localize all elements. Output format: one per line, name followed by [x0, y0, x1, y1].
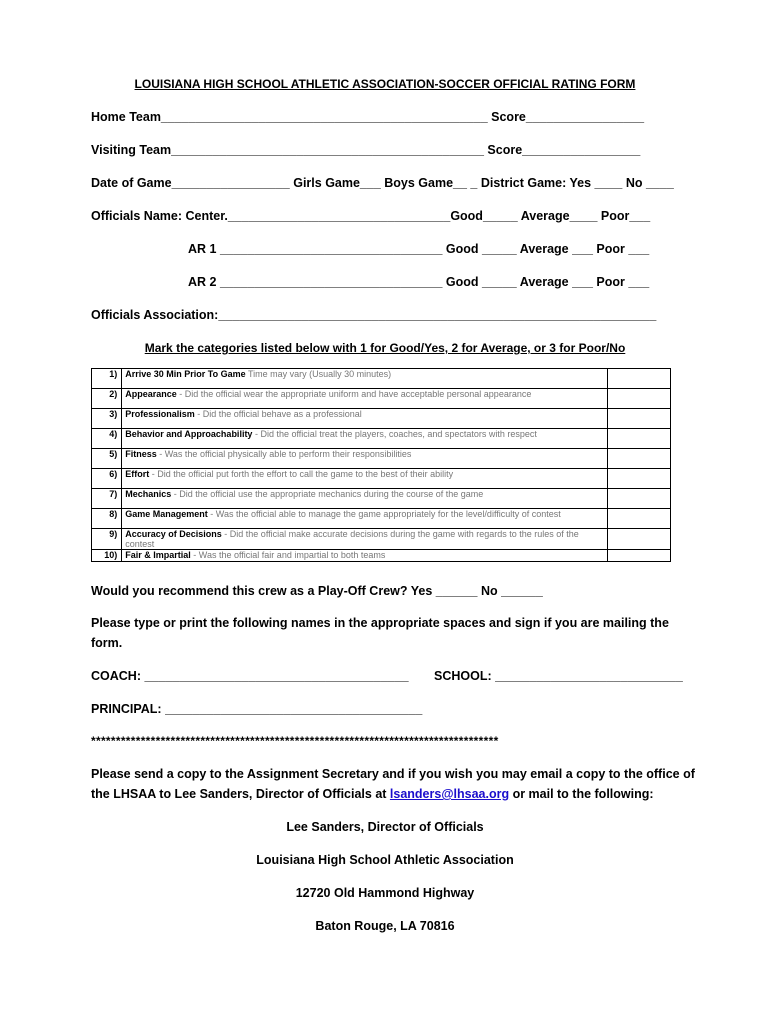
category-number: 8)	[92, 509, 122, 529]
rating-cell[interactable]	[608, 429, 671, 449]
coach-line[interactable]: COACH: ______________________________________	[91, 669, 409, 683]
category-number: 7)	[92, 489, 122, 509]
category-name: Mechanics	[125, 489, 172, 499]
category-number: 6)	[92, 469, 122, 489]
category-detail: - Was the official able to manage the game appropriately for the level/difficulty of contest	[207, 509, 561, 519]
rating-cell[interactable]	[608, 449, 671, 469]
rating-cell[interactable]	[608, 529, 671, 550]
category-detail: - Did the official make accurate decisions during the game with regards to the rules of the contest	[125, 529, 579, 549]
category-detail: - Did the official wear the appropriate uniform and have acceptable personal appearance	[176, 389, 532, 399]
category-name: Effort	[125, 469, 150, 479]
category-row	[92, 409, 671, 429]
category-detail: Time may vary (Usually 30 minutes)	[245, 369, 392, 379]
visiting-team-line[interactable]: Visiting Team_____________________________________________ Score_________________	[91, 143, 641, 157]
officials-center-line[interactable]: Officials Name: Center.________________________________Good_____ Average____ Poor___	[91, 209, 651, 223]
category-number: 10)	[92, 550, 122, 562]
category-description	[122, 489, 608, 509]
category-detail: - Was the official fair and impartial to both teams	[190, 550, 386, 560]
category-number: 2)	[92, 389, 122, 409]
category-detail: - Was the official physically able to perform their responsibilities	[156, 449, 412, 459]
category-detail: - Did the official behave as a professional	[194, 409, 362, 419]
category-number: 1)	[92, 369, 122, 389]
rating-cell[interactable]	[608, 389, 671, 409]
category-description	[122, 389, 608, 409]
rating-cell[interactable]	[608, 489, 671, 509]
address-org: Louisiana High School Athletic Association	[256, 853, 514, 867]
separator-stars: **********************************************************************************	[91, 734, 499, 748]
ar2-line[interactable]: AR 2 ________________________________ Good _____ Average ___ Poor ___	[188, 275, 650, 289]
playoff-question[interactable]: Would you recommend this crew as a Play-Off Crew? Yes ______ No ______	[91, 584, 543, 598]
category-name: Behavior and Approachability	[125, 429, 253, 439]
email-link[interactable]: lsanders@lhsaa.org	[389, 787, 510, 801]
category-description	[122, 509, 608, 529]
category-name: Arrive 30 Min Prior To Game	[125, 369, 246, 379]
category-description	[122, 449, 608, 469]
category-name: Fitness	[125, 449, 157, 459]
form-title: LOUISIANA HIGH SCHOOL ATHLETIC ASSOCIATION-SOCCER OFFICIAL RATING FORM	[134, 77, 636, 91]
send-text-2a: the LHSAA to Lee Sanders, Director of Officials at	[91, 787, 390, 801]
category-row	[92, 529, 671, 550]
address-name: Lee Sanders, Director of Officials	[286, 820, 484, 834]
category-name: Accuracy of Decisions	[125, 529, 222, 539]
print-names-text-1: Please type or print the following names in the appropriate spaces and sign if you are mailing the	[91, 616, 669, 630]
category-number: 3)	[92, 409, 122, 429]
category-name: Game Management	[125, 509, 208, 519]
category-description	[122, 469, 608, 489]
category-name: Professionalism	[125, 409, 195, 419]
rating-cell[interactable]	[608, 469, 671, 489]
category-row	[92, 449, 671, 469]
category-description	[122, 529, 608, 550]
rating-cell[interactable]	[608, 509, 671, 529]
category-row	[92, 389, 671, 409]
ar1-line[interactable]: AR 1 ________________________________ Good _____ Average ___ Poor ___	[188, 242, 650, 256]
category-description	[122, 550, 608, 562]
category-detail: - Did the official put forth the effort to call the game to the best of their ability	[149, 469, 454, 479]
category-row	[92, 369, 671, 389]
category-name: Appearance	[125, 389, 177, 399]
category-name: Fair & Impartial	[125, 550, 191, 560]
rating-cell[interactable]	[608, 369, 671, 389]
category-description	[122, 369, 608, 389]
send-text-1: Please send a copy to the Assignment Secretary and if you wish you may email a copy to the office of	[91, 767, 695, 781]
category-row	[92, 489, 671, 509]
category-description	[122, 429, 608, 449]
officials-association-line[interactable]: Officials Association:_______________________________________________________________	[91, 308, 657, 322]
category-row	[92, 550, 671, 562]
category-number: 5)	[92, 449, 122, 469]
school-line[interactable]: SCHOOL: ___________________________	[434, 669, 683, 683]
send-text-2	[91, 787, 654, 801]
address-street: 12720 Old Hammond Highway	[295, 886, 475, 900]
home-team-line[interactable]: Home Team_______________________________________________ Score_________________	[91, 110, 645, 124]
principal-line[interactable]: PRINCIPAL: _____________________________________	[91, 702, 423, 716]
category-row	[92, 429, 671, 449]
address-city: Baton Rouge, LA 70816	[315, 919, 455, 933]
category-row	[92, 469, 671, 489]
instructions-text: Mark the categories listed below with 1 for Good/Yes, 2 for Average, or 3 for Poor/No	[144, 341, 626, 355]
category-number: 9)	[92, 529, 122, 550]
print-names-text-2: form.	[91, 636, 123, 650]
send-text-2b: or mail to the following:	[509, 787, 654, 801]
category-detail: - Did the official treat the players, coaches, and spectators with respect	[252, 429, 537, 439]
categories-table	[91, 368, 671, 562]
date-game-line[interactable]: Date of Game_________________ Girls Game___ Boys Game__ _ District Game: Yes ____ No ____	[91, 176, 674, 190]
category-description	[122, 409, 608, 429]
rating-cell[interactable]	[608, 409, 671, 429]
rating-cell[interactable]	[608, 550, 671, 562]
category-number: 4)	[92, 429, 122, 449]
category-row	[92, 509, 671, 529]
category-detail: - Did the official use the appropriate mechanics during the course of the game	[171, 489, 484, 499]
